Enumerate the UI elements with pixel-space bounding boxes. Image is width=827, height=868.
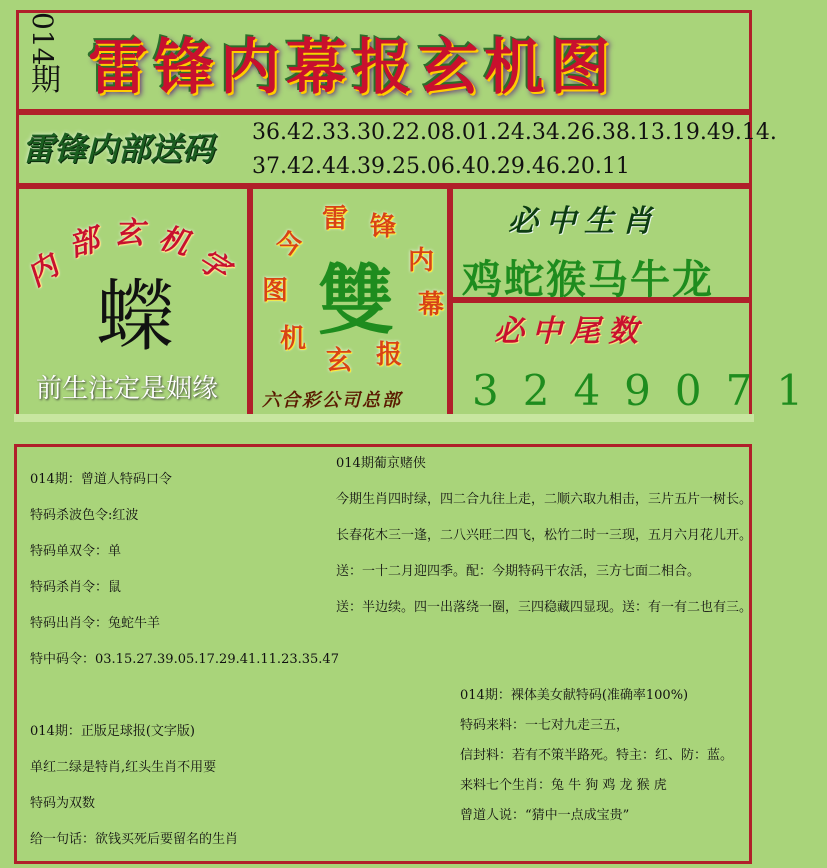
ring-char-1: 雷 [322,204,349,234]
right-top-line-5: 送：半边续。四一出落绕一圈，三四稳藏四显现。送：有一有二也有三。 [336,600,753,615]
zodiac-heading: 必中生肖 [508,204,660,239]
right-top-line-4: 送：一十二月迎四季。配：今期特码干农活，三方七面二相合。 [336,564,701,579]
left-line-2: 特码杀波色令:红波 [30,508,139,523]
secret-heading-char-4: 机 [154,220,194,263]
zodiac-animals: 鸡蛇猴马牛龙 [462,256,714,303]
numbers-row-1: 36.42.33.30.22.08.01.24.34.26.38.13.19.49.14. [252,120,777,145]
issue-label [26,12,66,97]
secret-character: 蠑 [96,272,175,362]
right-bottom-line-2: 特码来料：一七对九走三五， [460,718,630,733]
right-top-line-2: 今期生肖四时绿，四二合九往上走，二顺六取九相击，三片五片一树长。 [336,492,753,507]
tail-heading: 必中尾数 [494,314,646,349]
left-line-6: 特中码令：03.15.27.39.05.17.29.41.11.23.35.47 [30,652,339,667]
left-line-10: 给一句话：欲钱买死后要留名的生肖 [30,832,239,847]
right-top-line-1: 014期葡京赌侠 [336,456,426,471]
left-line-7: 014期：正版足球报(文字版) [30,724,195,739]
ring-char-7: 机 [280,324,307,354]
tail-digits: 3249071 [472,366,827,415]
secret-heading-char-3: 玄 [114,216,144,251]
right-bottom-line-1: 014期：裸体美女献特码(准确率100%) [460,688,689,703]
secret-heading-char-5: 字 [191,242,236,288]
center-big-char: 雙 [318,256,394,345]
ring-char-2: 锋 [370,212,397,242]
issue-suffix: 期 [31,63,61,99]
numbers-row-2: 37.42.44.39.25.06.40.29.46.20.11 [252,154,630,179]
left-line-3: 特码单双令：单 [30,544,122,559]
left-line-4: 特码杀肖令：鼠 [30,580,122,595]
right-bottom-line-3: 信封料：若有不策半路死。特主：红、防：蓝。 [460,748,734,763]
secret-heading-char-2: 部 [64,222,104,265]
secret-heading-char-1: 内 [20,248,65,294]
ring-char-8: 图 [262,276,289,306]
right-bottom-line-4: 来料七个生肖：兔 牛 狗 鸡 龙 猴 虎 [460,778,667,793]
ring-char-5: 报 [376,340,403,370]
section-divider [14,414,754,422]
left-line-1: 014期：曾道人特码口令 [30,472,172,487]
ring-char-3: 内 [408,246,435,276]
page-title: 雷锋内幕报玄机图 [88,33,616,103]
left-line-5: 特码出肖令：兔蛇牛羊 [30,616,161,631]
company-label: 六合彩公司总部 [262,390,402,411]
right-bottom-line-5: 曾道人说：“猜中一点成宝贵” [460,808,630,823]
secret-phrase: 前生注定是姻缘 [36,374,219,404]
numbers-label: 雷锋内部送码 [22,130,215,168]
ring-char-9: 今 [276,230,303,260]
issue-number: 014 [26,12,59,66]
right-top-line-3: 长春花木三一逢，二八兴旺二四飞，松竹二时一三现，五月六月花儿开。 [336,528,753,543]
left-line-8: 单红二绿是特肖,红头生肖不用要 [30,760,217,775]
left-line-9: 特码为双数 [30,796,96,811]
ring-char-6: 玄 [326,346,353,376]
ring-char-4: 幕 [418,290,445,320]
